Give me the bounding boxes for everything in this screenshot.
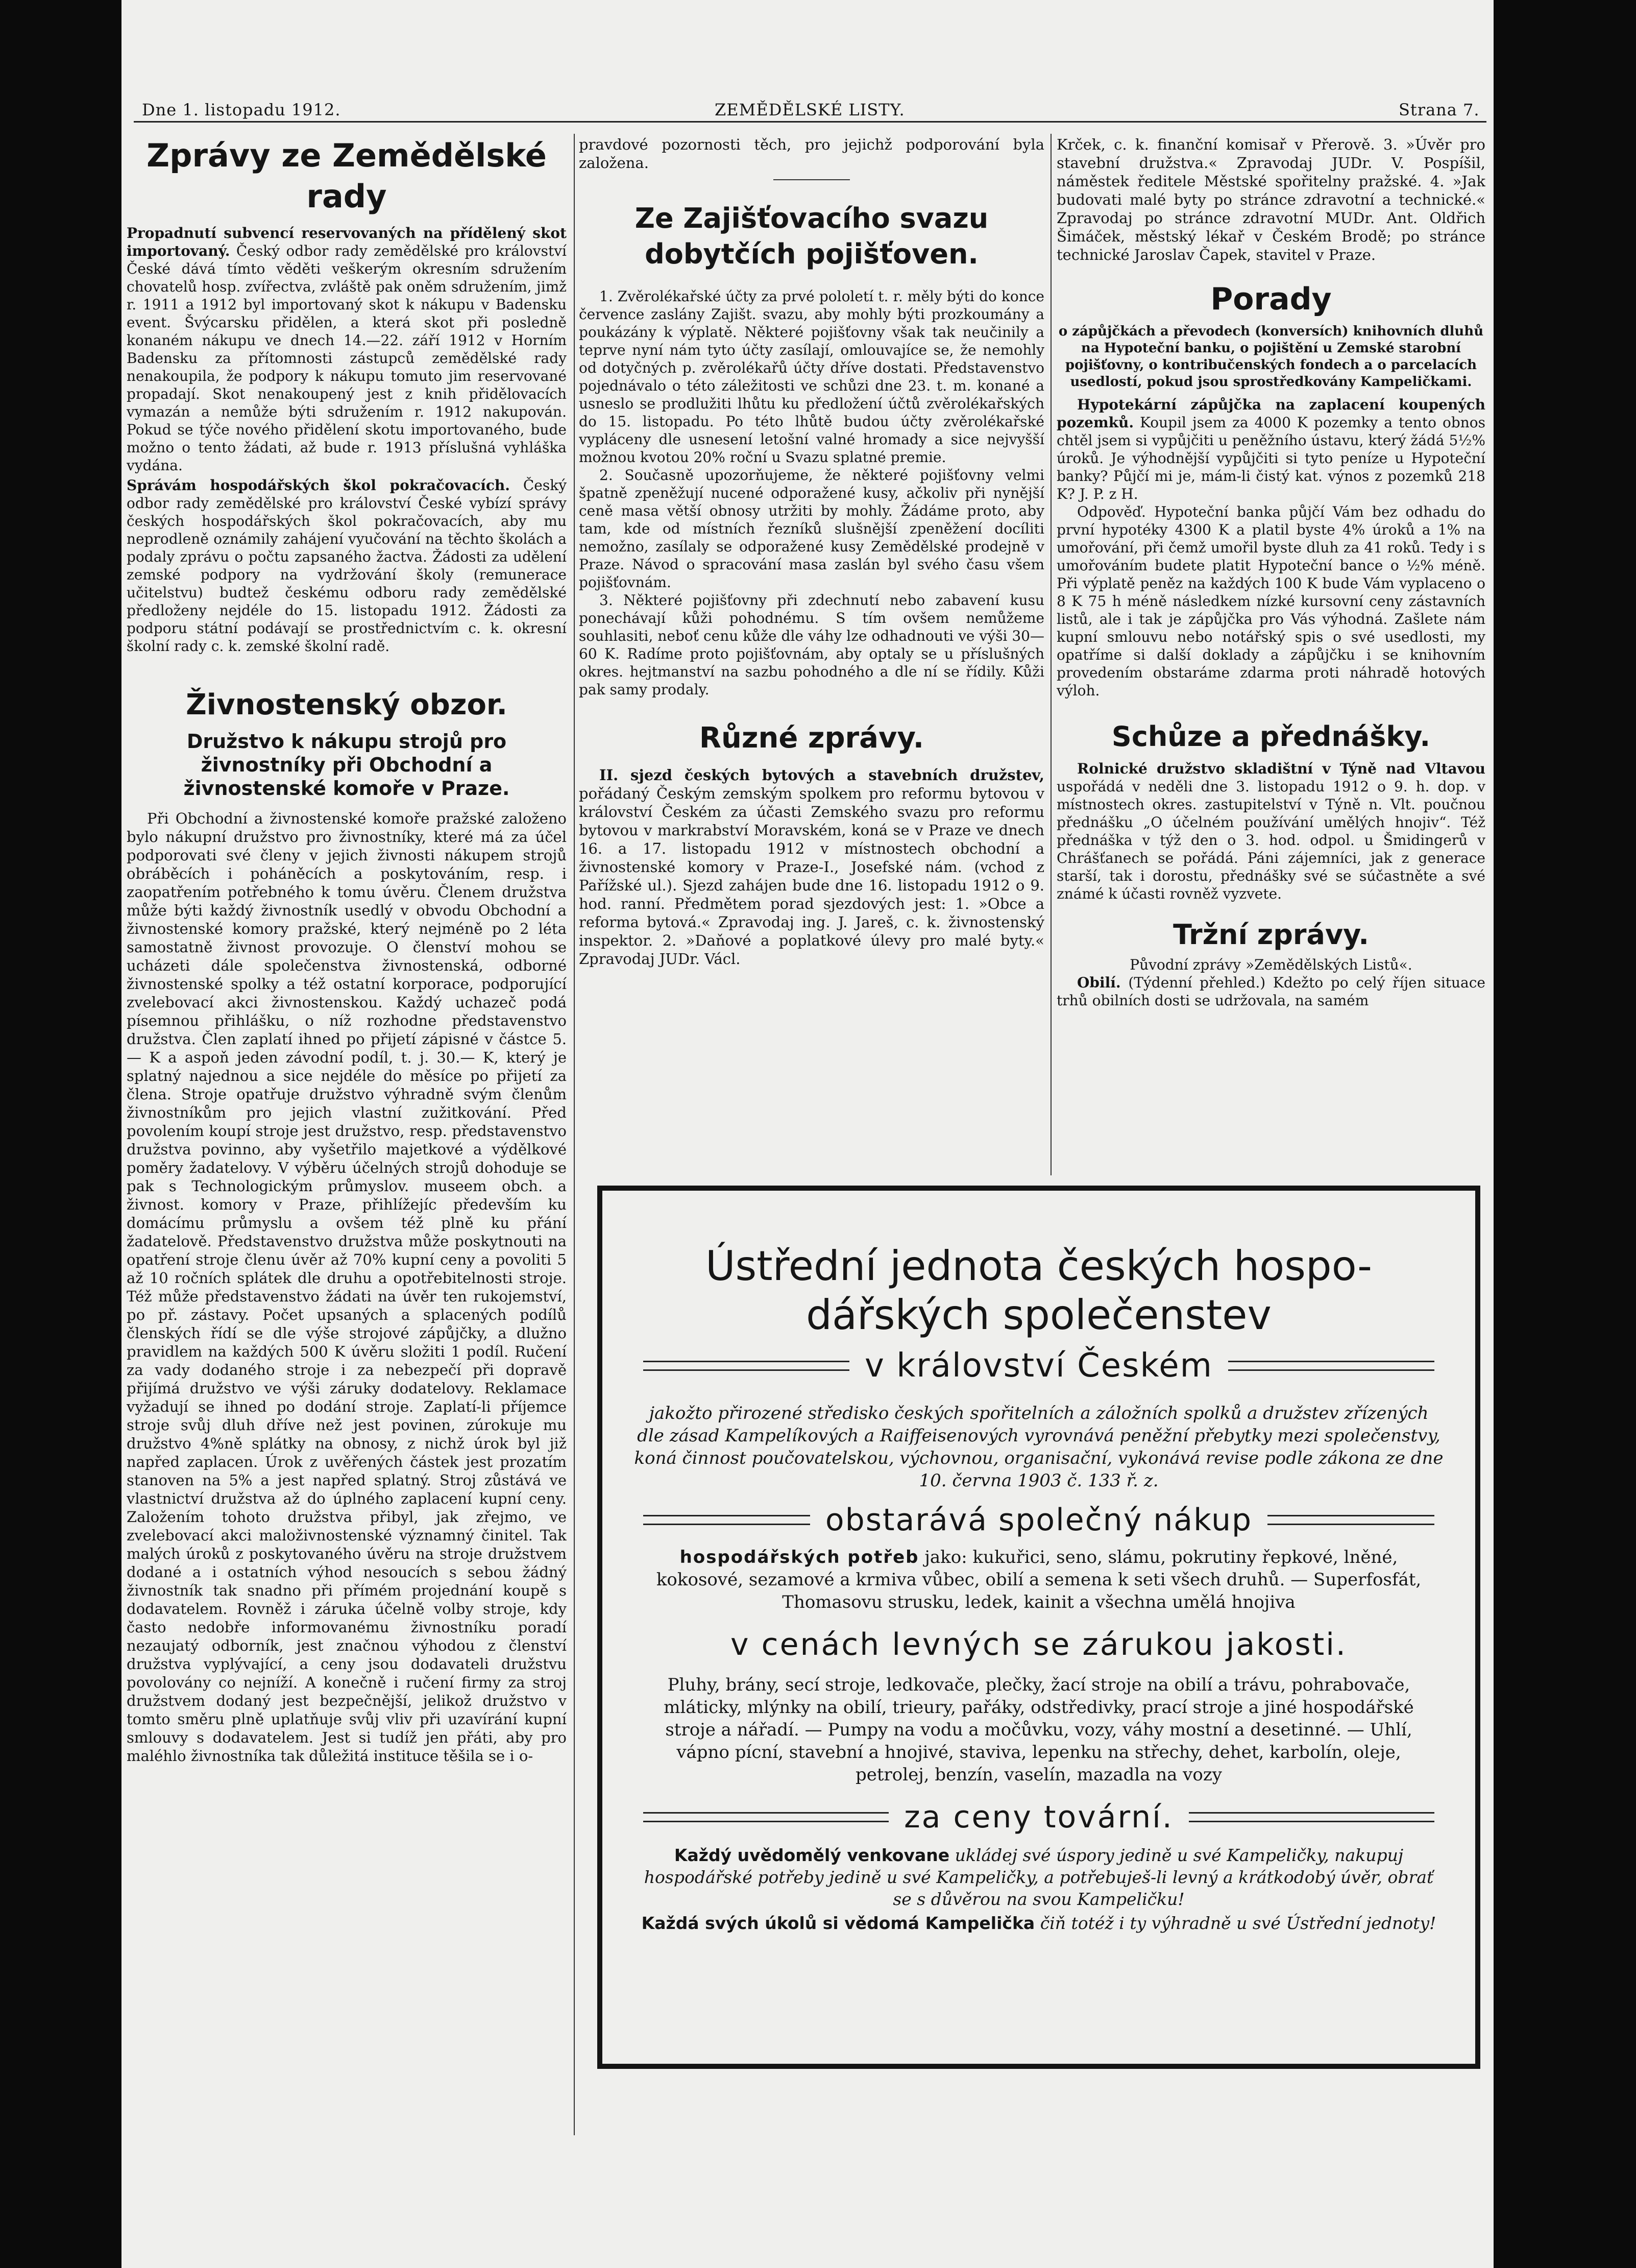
article-obili [1057,974,1485,1009]
ad-heading-nakup-row [643,1502,1434,1538]
ad-intro: jakožto přirozené středisko českých spořitelních a záložních spolků a družstev zřízených dle zásad Kampelíkových a Raiffeisenových vyrovnává peněžní přebytky mezi společenstvy, koná činnost poučovatelskou, výchovnou, organisační, vykonává revise podle zákona ze dne 10. června 1903 č. 133 ř. z. [634,1403,1444,1491]
header-paper-title: ZEMĚDĚLSKÉ LISTY. [715,100,905,119]
article-skoly-lead: Správám hospodářských škol pokračovacích. [127,477,510,494]
article-druzstvo-text: Při Obchodní a živnostenské komoře pražské založeno bylo nákupní družstvo pro živnostníky, které má za účel podporovati své členy v jejich živnosti nákupem strojů obráběcích i poháněcích a poskytováním, resp. i zaopatřením potřebného k tomu úvěru. Členem družstva může býti každý živnostník usedlý v obvodu Obchodní a živnostenské komory pražské, který nejméně po 2 léta samostatně živnost provozuje. O členství mohou se ucházeti dále společenstva živnostenská, odborné živnostenské spolky a též ostatní korporace, podporující zvelebovací akci živnostenskou. Každý uchazeč podá písemnou přihlášku, o níž rozhodne představenstvo družstva. Člen zaplatí ihned po přijetí zápisné v částce 5.— K a aspoň jeden závodní podíl, t. j. 30.— K, který je splatný najednou a sice nejdéle do měsíce po přijetí za člena. Stroje opatřuje družstvo výhradně svým členům živnostníkům pro jejich vlastní zužitkování. Před povolením koupí stroje jest družstvo, resp. představenstvo družstva povinno, aby vyšetřilo majetkové a výdělkové poměry žadatelovy. V výběru účelných strojů dohoduje se pak s Technologickým průmyslov. museem obch. a živnost. komory v Praze, přihlížejíc především ku domácímu průmyslu a ovšem též plně ku přání žadatelově. Představenstvo družstva může poskytnouti na opatření stroje členu úvěr až 70% kupní ceny a povoliti 5 až 10 ročních splátek dle druhu a opotřebitelnosti stroje. Též může představenstvo žádati na úvěr ten rukojemství, po př. zástavy. Počet upsaných a splacených podílů členských řídí se dle výše strojové zápůjčky, a dlužno pravidlem na každých 500 K úvěru složiti 1 podíl. Ručení za vady dodaného stroje i za nebezpečí při dopravě přijímá družstvo ve výši záruky dodatelovy. Reklamace vyžadují se ihned po dodání stroje. Zaplatí-li příjemce stroje svůj dluh dříve než jest povinen, zúrokuje mu družstvo 4%ně splátky na obnosy, z nichž úrok byl již napřed zaplacen. Úrok z uvěřených částek jest prozatím stanoven na 5% a jest napřed splatný. Stroj zůstává ve vlastnictví družstva až do úplného zaplacení kupní ceny. Založením tohoto družstva přibyl, jak zřejmo, ve zvelebovací akci maloživnostenské významný činitel. Tak malých úroků z poskytovaného úvěru na stroje družstvem dodané a i ostatních výhod nesoucích s sebou žádný živnostník tak snadno při přímém projednání koupě s dodavatelem. Rovněž i záruka účelně volby stroje, kdy často nedobře informovanému živnostníku poradí nezaujatý odborník, jest značnou výhodou z členství družstva vyplývající, a ceny jsou dodavateli družstvu povolovány co nejníží. A konečně i ručení firmy za stroj družstvem dodaný jest bezpečnější, jelikož družstvo v tomto směru plně uplatňuje svůj vliv při uzavírání kupní smlouvy s dodavatelem. Jest si tudíž jen přáti, aby pro maléhlo živnostníka tak důležitá instituce těšila se i o- [127,810,567,1765]
ad-list-machines: Pluhy, brány, secí stroje, ledkovače, plečky, žací stroje na obilí a trávu, pohrabovače, mláticky, mlýnky na obilí, trieury, pařáky, odstředivky, prací stroje a jiné hospodářské stroje a nářadí. — Pumpy na vodu a močůvku, vozy, váhy mostní a desetinné. — Uhlí, vápno pícní, stavební a hnojivé, staviva, lepenku na střechy, dehet, karbolín, oleje, petrolej, benzín, vaselín, mazadla na vozy [664,1675,1414,1785]
section-title-schuze-prednasky: Schůze a přednášky. [1111,720,1431,753]
advertisement-content [623,1191,1455,2064]
section-title-ruzne-zpravy: Různé zprávy. [699,721,924,755]
article-sjezd-text: pořádaný Českým zemským spolkem pro reformu bytovou v království Českém za účasti Zemského svazu pro reformu bytovou v markrabství Moravském, koná se v Praze ve dnech 16. a 17. listopadu 1912 v místnostech obchodní a živnostenské komory v Praze-I., Josefské nám. (vchod z Pařížské ul.). Sjezd zahájen bude dne 16. listopadu 1912 o 9. hod. ranní. Předmětem porad sjezdových jest: 1. »Obce a reforma bytová.« Zpravodaj ing. J. Jareš, c. k. živnostenský inspektor. 2. »Daňové a poplatkové úlevy pro malé byty.« Zpravodaj JUDr. Václ. [579,785,1044,968]
advertisement-ustredni-jednota [597,1186,1480,2069]
article-hypoteka-lead: Hypotekární zápůjčka na zaplacení koupených pozemků. [1057,396,1485,431]
article-sjezd [579,766,1044,968]
ad-title-line-3-row [643,1347,1434,1385]
article-skoly [127,476,567,655]
article-prednaska [1057,760,1485,903]
column-3 [1057,135,1485,1182]
separator [773,179,850,180]
section-title-zajistovaci-svaz: Ze Zajišťovacího svazu dobytčích pojišťoven. [634,202,989,270]
ad-rule-left [643,1515,810,1525]
article-obili-lead: Obilí. [1077,974,1121,991]
ad-heading-ceny: v cenách levných se zárukou jakosti. [730,1627,1347,1662]
article-skoly-text: Český odbor rady zemědělské pro království České vybízí správy českých hospodářských škol pokračovacích, aby mu neprodleně oznámily zahájení vyučování na těchto školách a podaly zprávu o počtu zapsaného žactva. Žádosti za udělení zemské podpory na vydržování školy (remunerace učitelstvu) budtež českému odboru rady zemědělské předloženy nejdéle do 15. listopadu 1912. Žádosti za podporu státní podávají se prostřednictvím c. k. okresní školní rady c. k. zemské školní radě. [127,477,567,655]
header-date: Dne 1. listopadu 1912. [142,100,341,119]
ad-list-feed [638,1546,1439,1613]
scan-border-right [1494,0,1636,2268]
section-title-zivnostensky-obzor: Živnostenský obzor. [186,688,507,721]
ad-title-line-1: Ústřední jednota českých hospo- [705,1242,1372,1290]
ad-list-feed-text: jako: kukuřici, seno, slámu, pokrutiny řepkové, lněné, kokosové, sezamové a krmiva vůbec, obilí a semena k seti všech druhů. — Superfosfát, Thomasovu strusku, ledek, kainit a všechna umělá hnojiva [656,1547,1422,1612]
ad-heading-nakup: obstarává společný nákup [825,1502,1253,1538]
article-obili-text: (Týdenní přehled.) Kdežto po celý říjen situace trhů obilních dosti se udržovala, na samém [1057,974,1485,1009]
ad-rule-right [1228,1361,1434,1371]
ad-rule-right [1189,1812,1434,1822]
ad-rule-left [643,1361,849,1371]
article-subvence [127,224,567,474]
article-svaz-point-3: 3. Některé pojišťovny při zdechnutí nebo zabavení kusu ponechávají kůži pohodnému. S tím ovšem nemůžeme souhlasiti, neboť cenu kůže dle váhy lze odhadnouti ve výši 30—60 K. Radíme proto pojišťovnám, aby optaly se u příslušných okres. hejtmanství na sazbu pohodného a dle ní se řídily. Kůži pak samy prodaly. [579,592,1044,698]
article-subvence-lead: Propadnutí subvencí reservovaných na přídělený skot importovaný. [127,225,567,259]
ad-footer-2 [633,1912,1445,1934]
header-page-number: Strana 7. [1399,100,1480,119]
ad-heading-tovarni: za ceny tovární. [904,1799,1174,1835]
article-druzstvo-continuation: pravdové pozornosti těch, pro jejichž podporování byla založena. [579,136,1044,172]
article-svaz-point-2: 2. Současně upozorňujeme, že některé pojišťovny velmi špatně zpeněžují nucené odporažené kusy, ačkoliv při nynější ceně masa větší obnosy utržiti by mohly. Žádáme proto, aby tam, kde od místních řezníků slušnější zpeněžení docíliti nemožno, zasílaly se odporažené kusy Zemědělské prodejně v Praze. Návod o spracování masa zaslán byl svého času všem pojišťovnám. [579,467,1044,591]
section-title-trzni-zpravy: Tržní zprávy. [1173,919,1369,951]
section-title-zemedelska-rada: Zprávy ze Zemědělské rady [146,137,547,215]
ad-rule-left [643,1812,889,1822]
article-svaz-point-1: 1. Zvěrolékařské účty za prvé pololetí t. r. měly býti do konce července zaslány Zajišt. svazu, aby mohly býti prozkoumány a poukázány k výplatě. Některé pojišťovny však tak neučinily a teprve nyní nám tyto účty zasílají, omlouvajíce se, že nemohly od dotyčných p. zvěrolékařů účty dříve dostati. Představenstvo pojednávalo o této záležitosti ve schůzi dne 23. t. m. konané a usneslo se prodlužiti lhůtu ku předložení účtů zvěrolékařských do 15. listopadu. Po této lhůtě budou účty zvěrolékařské vypláceny dle usnesení letošní valné hromady a sice nejvyšší možnou kvotou 20% roční u Svazu splatné premie. [579,288,1044,466]
ad-footer-1 [633,1844,1445,1910]
article-sjezd-lead: II. sjezd českých bytových a stavebních družstev, [599,766,1044,784]
ad-title-line-3: v království Českém [865,1347,1213,1385]
ad-footer-1-lead: Každý uvědomělý venkovane [674,1845,950,1865]
column-divider-2 [1051,134,1052,1175]
article-prednaska-text: uspořádá v neděli dne 3. listopadu 1912 o 9. h. dop. v místnostech okres. zastupitelství v Týně n. Vlt. poučnou přednášku „O účelném používání umělých hnojiv“. Též přednáška v týž den o 3. hod. odpol. u Šmidingerů v Chrášťanech se pořádá. Páni zájemníci, jak z generace starší, tak i dorostu, přednášky své se súčastněte a své známé k účasti rovněž vyzvete. [1057,778,1485,902]
section-title-porady: Porady [1210,281,1332,317]
article-hypoteka-answer: Odpověď. Hypoteční banka půjčí Vám bez odhadu do první hypotéky 4300 K a platil byste 4% úroků a 1% na umořování, při čemž umořil byste dluh za 41 roků. Tedy i s umořováním budete platit Hypoteční bance o ½% méně. Při výplatě peněz na každých 100 K bude Vám vyplaceno o 8 K 75 h méně následkem nízké kursovní ceny zástavních listů, ale i tak je zápůjčka pro Vás výhodná. Zašlete nám kupní smlouvu nebo notářský spis o své usedlosti, my opatříme si další doklady a zápůjčku i se knihovním provedením obstaráme zdarma proti náhradě hotových výloh. [1057,503,1485,699]
column-2 [579,135,1044,1182]
ad-heading-tovarni-row [643,1799,1434,1835]
article-hypoteka-question [1057,396,1485,503]
ad-title-line-2: dářských společenstev [806,1291,1272,1339]
article-subvence-text: Český odbor rady zemědělské pro království České dává tímto věděti veškerým okresním sdružením chovatelů hosp. zvířectva, zvláště pak oněm sdružením, jimž r. 1911 a 1912 byl importovaný skot k nákupu v Badensku event. Švýcarsku přidělen, a která skot při posledně konaném nákupu ve dnech 14.—22. září 1912 v Horním Badensku za přítomnosti zástupců zemědělské rady nenakoupila, že podpory k nákupu tomuto jim reservované propadají. Skot nenakoupený jest z knih přidělovacích vymazán a nemůže býti sdružením r. 1912 nakupován. Pokud se týče nového přidělení skotu importovaného, bude možno o tento žádati, až bude r. 1913 příslušná vyhláška vydána. [127,243,567,474]
ad-footer-1-text: ukládej své úspory jedině u své Kampeličky, nakupuj hospodářské potřeby jedině u své Kampeličky, a potřebuješ-li levný a krátkodobý úvěr, obrať se s důvěrou na svou Kampeličku! [644,1845,1434,1909]
article-sjezd-continuation: Krček, c. k. finanční komisař v Přerově. 3. »Úvěr pro stavební družstva.« Zpravodaj JUDr. V. Pospíšil, náměstek ředitele Městské spořitelny pražské. 4. »Jak budovati malé byty po stránce zdravotní a technické.« Zpravodaj po stránce zdravotní MUDr. Ant. Oldřich Šimáček, městský lékař v Českém Brodě; po stránce technické Jaroslav Čapek, stavitel v Praze. [1057,136,1485,263]
column-1 [127,135,567,2229]
ad-footer-2-text: čiň totéž i ty výhradně u své Ústřední jednoty! [1040,1913,1436,1933]
scan-border-left [0,0,121,2268]
article-prednaska-lead: Rolnické družstvo skladištní v Týně nad Vltavou [1077,760,1485,777]
article-hypoteka-text: Koupil jsem za 4000 K pozemky a tento obnos chtěl jsem si vypůjčiti u peněžního ústavu, který žádá 5½% úroků. Je výhodnější vypůjčiti si tyto peníze u Hypoteční banky? Půjčí mi je, mám-li čistý kat. výnos z pozemků 218 K? J. P. z H. [1057,414,1485,502]
ad-list-feed-lead: hospodářských potřeb [679,1547,919,1567]
header-rule [134,121,1486,123]
column-divider-1 [574,134,575,2135]
article-druzstvo-subtitle: Družstvo k nákupu strojů pro živnostníky při Obchodní a živnostenské komoře v Praze. [183,730,510,800]
porady-subtitle: o zápůjčkách a převodech (konversích) knihovních dluhů na Hypoteční banku, o pojištění u Zemské starobní pojišťovny, o kontribučenských fondech a o parcelacích usedlostí, pokud jsou sprostředkovány Kampeličkami. [1058,324,1484,390]
ad-footer-2-lead: Každá svých úkolů si vědomá Kampelička [641,1913,1035,1933]
ad-rule-right [1267,1515,1434,1525]
trzni-zpravy-subtitle: Původní zprávy »Zemědělských Listů«. [1130,956,1412,973]
